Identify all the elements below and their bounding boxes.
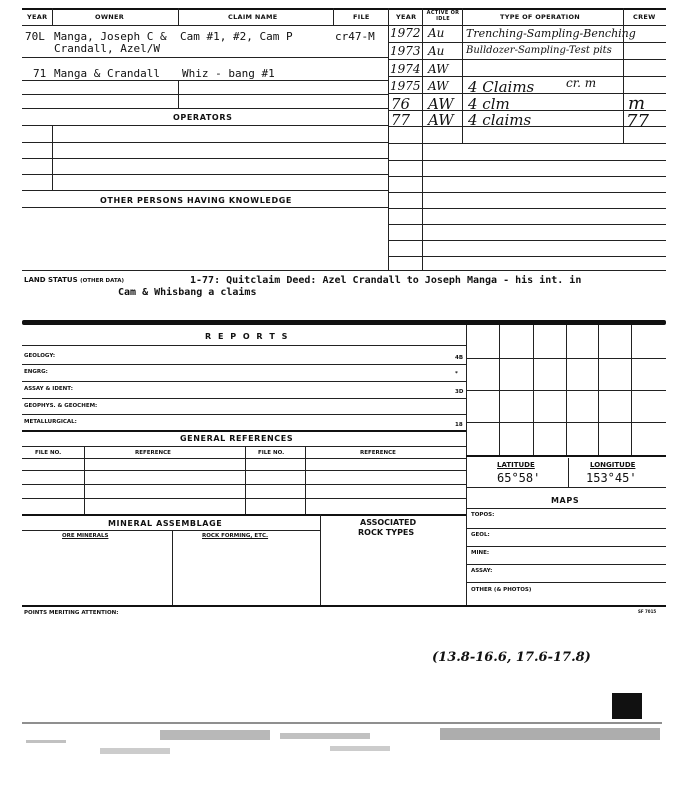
op-row-4-type: 4 Claims <box>468 78 535 96</box>
general-references-title: GENERAL REFERENCES <box>180 434 294 443</box>
scan-noise-2 <box>160 730 270 740</box>
form-code: SF 7015 <box>638 609 657 614</box>
op-row-4-status: AW <box>428 79 449 93</box>
op-row-6-year: 77 <box>391 111 411 129</box>
report-geology: GEOLOGY: <box>24 353 56 359</box>
report-assay: ASSAY & IDENT: <box>24 386 73 392</box>
owner-row-1-owner: Manga, Joseph C & <box>54 30 167 43</box>
report-assay-code: 3D <box>455 389 464 395</box>
gr-col-ref-2: REFERENCE <box>360 450 396 456</box>
maps-title: MAPS <box>551 496 580 505</box>
report-geology-code: 4B <box>455 355 464 361</box>
maps-other: OTHER (& PHOTOS) <box>471 587 532 593</box>
owner-row-1-file: cr47-M <box>335 30 375 43</box>
scan-noise-7 <box>26 740 66 743</box>
op-row-6-type: 4 claims <box>468 111 532 129</box>
header-owner: OWNER <box>95 13 125 21</box>
header-year-right: YEAR <box>396 13 417 21</box>
maps-geol: GEOL: <box>471 532 490 538</box>
owner-row-3-owner: Manga & Crandall <box>54 67 160 80</box>
report-engrg: ENGRG: <box>24 369 48 375</box>
maps-mine: MINE: <box>471 550 490 556</box>
op-row-5-type: 4 clm <box>468 95 510 113</box>
op-row-1-status: Au <box>428 26 445 40</box>
rock-forming-label: ROCK FORMING, ETC. <box>202 533 269 539</box>
land-status-label <box>24 276 124 284</box>
scan-noise-5 <box>100 748 170 754</box>
report-geophys: GEOPHYS. & GEOCHEM: <box>24 403 98 409</box>
land-status-line-1: 1-77: Quitclaim Deed: Azel Crandall to Joseph Manga - his int. in <box>190 275 582 286</box>
op-row-1-year: 1972 <box>390 26 421 40</box>
maps-topos: TOPOS: <box>471 512 495 518</box>
scan-noise-4 <box>440 728 660 740</box>
op-row-4-year: 1975 <box>390 79 421 93</box>
land-status-line-2: Cam & Whisbang a claims <box>118 287 257 298</box>
gr-col-file-2: FILE NO. <box>258 450 285 456</box>
points-meriting-attention-label: POINTS MERITING ATTENTION: <box>24 610 119 616</box>
op-row-5-status: AW <box>428 95 454 113</box>
longitude-label: LONGITUDE <box>590 461 636 469</box>
gr-col-ref-1: REFERENCE <box>135 450 171 456</box>
op-row-6-status: AW <box>428 111 454 129</box>
header-year: YEAR <box>27 13 48 21</box>
owner-row-1-year: 70L <box>25 30 45 43</box>
header-type-of-operation: TYPE OF OPERATION <box>500 13 581 21</box>
header-active-idle: ACTIVE OR IDLE <box>426 10 460 22</box>
report-metallurgical-code: 18 <box>455 422 463 428</box>
op-row-5-year: 76 <box>391 95 411 113</box>
op-row-2-type: Bulldozer-Sampling-Test pits <box>466 45 612 56</box>
report-metallurgical: METALLURGICAL: <box>24 419 77 425</box>
land-status-label-main: LAND STATUS <box>24 276 78 284</box>
header-crew: CREW <box>633 13 656 21</box>
op-row-2-year: 1973 <box>390 44 421 58</box>
operators-label: OPERATORS <box>173 113 233 122</box>
header-claim-name: CLAIM NAME <box>228 13 278 21</box>
scan-noise-3 <box>280 733 370 739</box>
reports-title: R E P O R T S <box>205 332 290 341</box>
associated-rock-types-line2: ROCK TYPES <box>358 528 415 537</box>
associated-rock-types-line1: ASSOCIATED <box>360 518 417 527</box>
scan-noise-6 <box>330 746 390 751</box>
op-row-4-note: cr. m <box>566 76 597 90</box>
registration-mark <box>612 693 642 719</box>
owner-row-3-claim: Whiz - bang #1 <box>182 67 275 80</box>
longitude-value: 153°45' <box>586 471 637 485</box>
mineral-assemblage-title: MINERAL ASSEMBLAGE <box>108 519 223 528</box>
land-status-label-small: (OTHER DATA) <box>80 278 125 284</box>
header-file: FILE <box>353 13 370 21</box>
owner-row-1-claim: Cam #1, #2, Cam P <box>180 30 293 43</box>
op-row-3-year: 1974 <box>390 62 421 76</box>
scan-noise-1 <box>22 722 662 724</box>
latitude-label: LATITUDE <box>497 461 535 469</box>
gr-col-file-1: FILE NO. <box>35 450 62 456</box>
other-persons-label: OTHER PERSONS HAVING KNOWLEDGE <box>100 196 292 205</box>
report-engrg-code: * <box>455 371 458 377</box>
handwritten-range: (13.8-16.6, 17.6-17.8) <box>432 650 591 665</box>
op-row-5-crew: m <box>628 93 646 114</box>
op-row-1-type: Trenching-Sampling-Benching <box>466 27 636 40</box>
latitude-value: 65°58' <box>497 471 541 485</box>
owner-row-3-year: 71 <box>33 67 47 80</box>
op-row-6-crew: 77 <box>626 111 649 132</box>
maps-assay: ASSAY: <box>471 568 493 574</box>
op-row-2-status: Au <box>428 44 445 58</box>
owner-row-2-owner: Crandall, Azel/W <box>54 42 160 55</box>
op-row-3-status: AW <box>428 62 449 76</box>
ore-minerals-label: ORE MINERALS <box>62 533 109 539</box>
